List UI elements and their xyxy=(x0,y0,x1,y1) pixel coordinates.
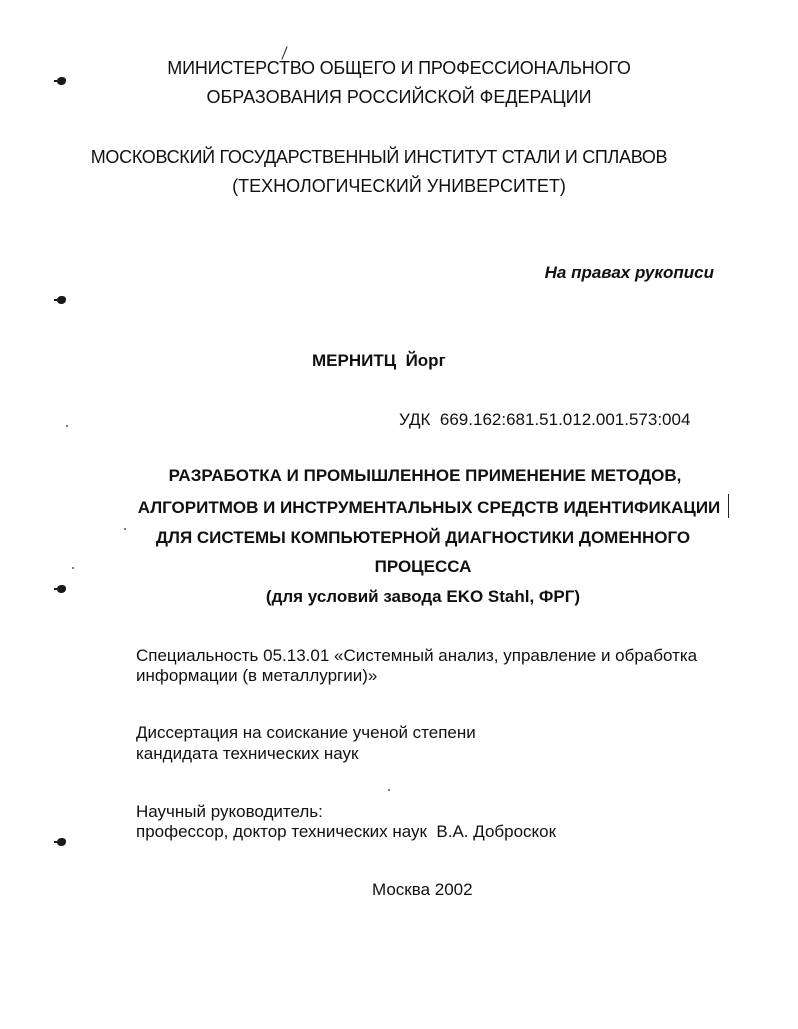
institute-line-2: (ТЕХНОЛОГИЧЕСКИЙ УНИВЕРСИТЕТ) xyxy=(232,176,566,196)
dissertation-line-1: Диссертация на соискание ученой степени xyxy=(136,723,476,742)
rights-note: На правах рукописи xyxy=(544,263,714,282)
city-year: Москва 2002 xyxy=(372,880,473,899)
institute-line-1: МОСКОВСКИЙ ГОСУДАРСТВЕННЫЙ ИНСТИТУТ СТАЛИ И СПЛАВОВ xyxy=(90,147,668,167)
supervisor-label: Научный руководитель: xyxy=(136,802,323,821)
title-subtitle: (для условий завода EKO Stahl, ФРГ) xyxy=(265,587,581,606)
title-line-1: РАЗРАБОТКА И ПРОМЫШЛЕННОЕ ПРИМЕНЕНИЕ МЕТОДОВ, xyxy=(168,466,682,485)
specialty-line-1: Специальность 05.13.01 «Системный анализ, управление и обработка xyxy=(136,646,698,665)
specialty-line-2: информации (в металлургии)» xyxy=(136,666,378,685)
title-line-4: ПРОЦЕССА xyxy=(374,557,472,576)
supervisor-name: профессор, доктор технических наук В.А. Доброскок xyxy=(136,822,557,841)
dissertation-line-2: кандидата технических наук xyxy=(136,744,359,763)
ministry-line-2: ОБРАЗОВАНИЯ РОССИЙСКОЙ ФЕДЕРАЦИИ xyxy=(206,87,592,107)
title-line-3: ДЛЯ СИСТЕМЫ КОМПЬЮТЕРНОЙ ДИАГНОСТИКИ ДОМЕННОГО xyxy=(155,528,691,547)
punch-hole-mark xyxy=(57,296,66,304)
author-name: МЕРНИТЦ Йорг xyxy=(312,351,446,370)
title-line-2: АЛГОРИТМОВ И ИНСТРУМЕНТАЛЬНЫХ СРЕДСТВ ИДЕНТИФИКАЦИИ xyxy=(137,498,721,517)
scan-speck xyxy=(388,789,390,791)
punch-hole-mark xyxy=(57,838,66,846)
udk-code: УДК 669.162:681.51.012.001.573:004 xyxy=(399,410,691,429)
ministry-line-1: МИНИСТЕРСТВО ОБЩЕГО И ПРОФЕССИОНАЛЬНОГО xyxy=(167,58,631,78)
scan-speck xyxy=(66,425,68,427)
